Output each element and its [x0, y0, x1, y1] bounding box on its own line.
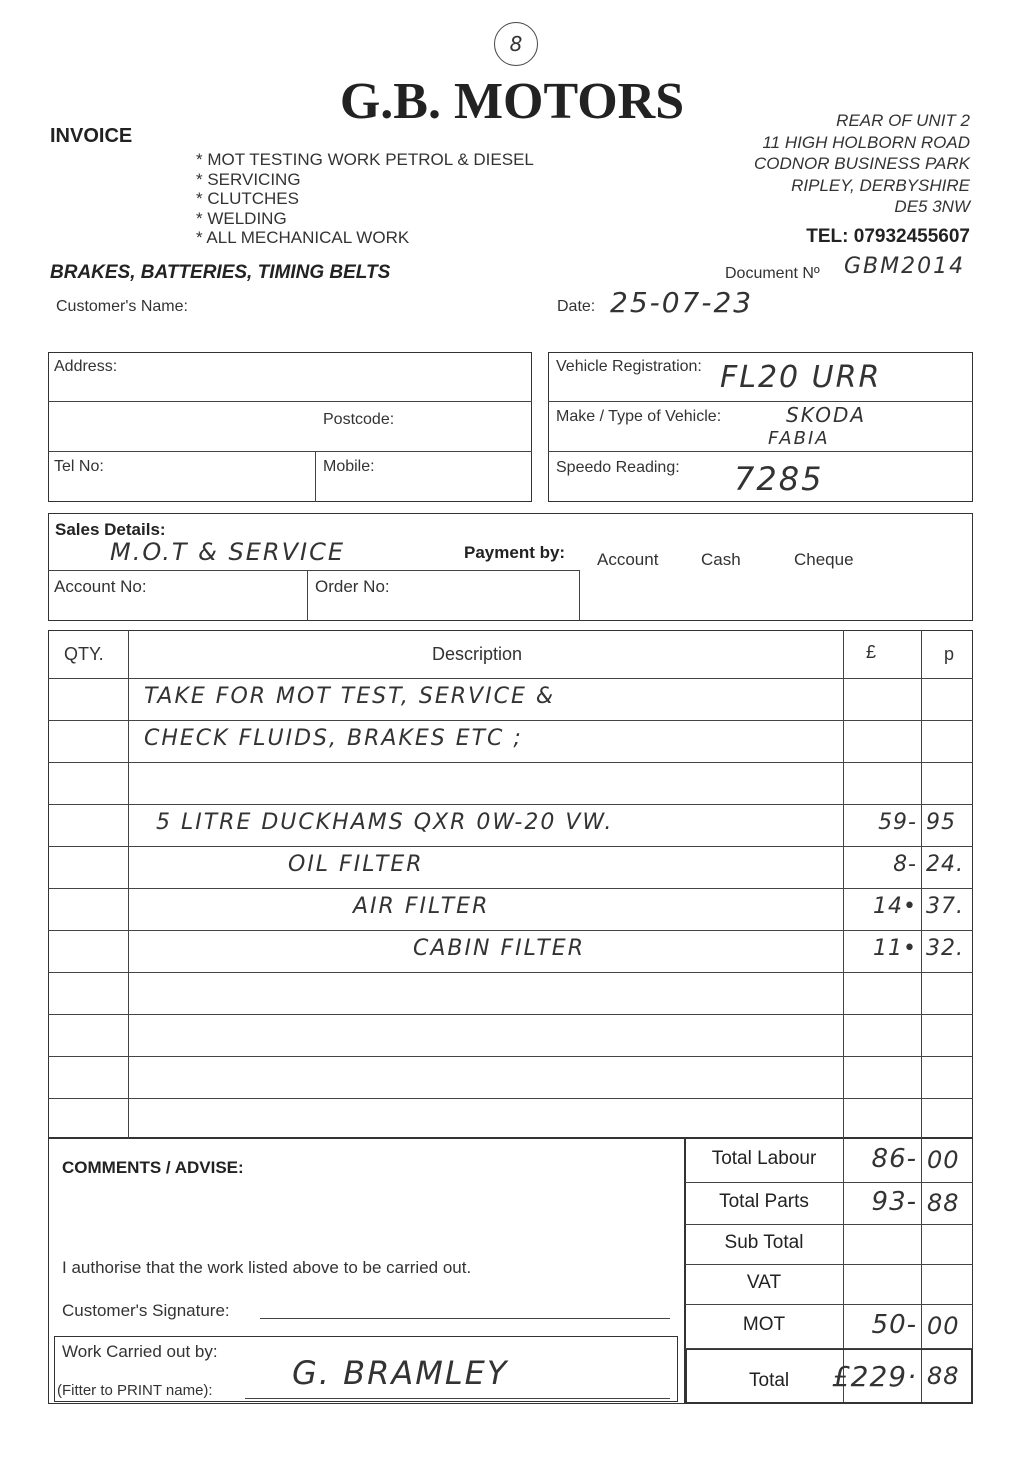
item-pence: 37.	[926, 894, 964, 919]
totals-row	[685, 1138, 973, 1182]
totals-pence: 88	[927, 1189, 960, 1217]
address-line: RIPLEY, DERBYSHIRE	[791, 175, 970, 195]
payment-option-cash: Cash	[701, 550, 741, 569]
services-list	[196, 150, 534, 248]
order-no-label: Order No:	[315, 577, 390, 596]
work-carried-out-label: Work Carried out by:	[62, 1342, 218, 1361]
vehicle-registration: FL20 URR	[720, 360, 882, 395]
totals-pounds: 50-	[871, 1310, 917, 1340]
page-number-mark: 8	[494, 22, 538, 66]
totals-label: Total	[749, 1370, 790, 1391]
specialties-heading: BRAKES, BATTERIES, TIMING BELTS	[50, 262, 391, 283]
totals-row	[685, 1182, 973, 1224]
address-line: DE5 3NW	[894, 197, 970, 216]
table-row	[48, 1056, 973, 1098]
fitter-name: G. BRAMLEY	[292, 1354, 509, 1392]
company-telephone: TEL: 07932455607	[806, 226, 970, 247]
document-number-label: Document Nº	[725, 265, 820, 282]
item-pounds: 8-	[893, 852, 917, 877]
fitter-name-line	[245, 1398, 670, 1399]
company-name: G.B. MOTORS	[339, 73, 685, 130]
address-line: REAR OF UNIT 2	[836, 111, 970, 130]
speedo-reading: 7285	[734, 460, 824, 498]
postcode-label: Postcode:	[323, 411, 395, 428]
address-label: Address:	[54, 358, 118, 375]
table-row	[48, 1014, 973, 1056]
item-description: OIL FILTER	[288, 852, 424, 877]
date-value: 25-07-23	[610, 286, 754, 319]
item-pounds: 14•	[873, 894, 917, 919]
vehicle-make: SKODA	[786, 403, 867, 427]
qty-header: QTY.	[64, 644, 104, 664]
totals-row	[685, 1224, 973, 1264]
table-row	[48, 930, 973, 972]
totals-label: Sub Total	[724, 1232, 804, 1253]
item-pence: 32.	[926, 936, 964, 961]
totals-row	[685, 1264, 973, 1304]
sales-details-label: Sales Details:	[55, 520, 166, 539]
speedo-label: Speedo Reading:	[556, 459, 680, 476]
item-pounds: 11•	[873, 936, 917, 961]
item-pence: 95	[926, 810, 956, 835]
item-description: AIR FILTER	[353, 894, 490, 919]
totals-pounds: 93-	[871, 1187, 917, 1217]
table-row	[48, 972, 973, 1014]
item-description: CHECK FLUIDS, BRAKES ETC ;	[144, 726, 523, 751]
totals-label: MOT	[742, 1314, 786, 1335]
tel-label: Tel No:	[54, 458, 104, 475]
totals-label: Total Parts	[719, 1191, 809, 1212]
account-no-label: Account No:	[54, 577, 147, 596]
payment-label: Payment by:	[464, 543, 566, 562]
company-address	[754, 110, 970, 218]
service-item: * WELDING	[196, 209, 534, 229]
sales-details-value: M.O.T & SERVICE	[110, 538, 346, 566]
item-description: CABIN FILTER	[413, 936, 585, 961]
vehicle-model: FABIA	[768, 428, 830, 449]
address-line: 11 HIGH HOLBORN ROAD	[762, 132, 970, 152]
service-item: * MOT TESTING WORK PETROL & DIESEL	[196, 150, 534, 170]
document-number: GBM2014	[844, 254, 966, 279]
payment-option-cheque: Cheque	[794, 550, 854, 569]
comments-label: COMMENTS / ADVISE:	[62, 1158, 244, 1177]
totals-row	[685, 1348, 973, 1404]
totals-pence: 00	[927, 1146, 960, 1174]
totals-label: Total Labour	[711, 1148, 817, 1169]
authorise-statement: I authorise that the work listed above to be carried out.	[62, 1258, 472, 1277]
totals-pounds: £229·	[831, 1360, 917, 1393]
mobile-label: Mobile:	[323, 458, 375, 475]
totals-pence: 88	[927, 1362, 960, 1390]
date-label: Date:	[557, 298, 596, 315]
customer-name-label: Customer's Name:	[56, 298, 188, 315]
totals-row	[685, 1304, 973, 1348]
table-row	[48, 762, 973, 804]
pence-header: p	[944, 644, 955, 664]
address-line: CODNOR BUSINESS PARK	[753, 154, 970, 173]
table-row	[48, 888, 973, 930]
customer-signature-line	[260, 1318, 670, 1319]
customer-details-box	[48, 352, 532, 502]
customer-signature-label: Customer's Signature:	[62, 1301, 230, 1320]
totals-pence: 00	[927, 1312, 960, 1340]
table-row	[48, 1098, 973, 1140]
item-description: TAKE FOR MOT TEST, SERVICE &	[144, 684, 555, 709]
fitter-name-label: (Fitter to PRINT name):	[57, 1382, 213, 1399]
table-row	[48, 804, 973, 846]
item-description: 5 LITRE DUCKHAMS QXR 0W-20 VW.	[156, 810, 614, 835]
document-type: INVOICE	[50, 125, 133, 147]
vehicle-make-label: Make / Type of Vehicle:	[556, 408, 722, 425]
item-pence: 24.	[926, 852, 964, 877]
pounds-header: £	[866, 642, 877, 662]
table-row	[48, 678, 973, 720]
description-header: Description	[432, 644, 523, 664]
table-row	[48, 720, 973, 762]
totals-label: VAT	[746, 1272, 782, 1293]
service-item: * SERVICING	[196, 170, 534, 190]
service-item: * CLUTCHES	[196, 189, 534, 209]
totals-pounds: 86-	[871, 1144, 917, 1174]
item-pounds: 59-	[878, 810, 917, 835]
payment-option-account: Account	[597, 550, 659, 569]
table-row	[48, 846, 973, 888]
service-item: * ALL MECHANICAL WORK	[196, 228, 534, 248]
vehicle-registration-label: Vehicle Registration:	[556, 358, 702, 375]
